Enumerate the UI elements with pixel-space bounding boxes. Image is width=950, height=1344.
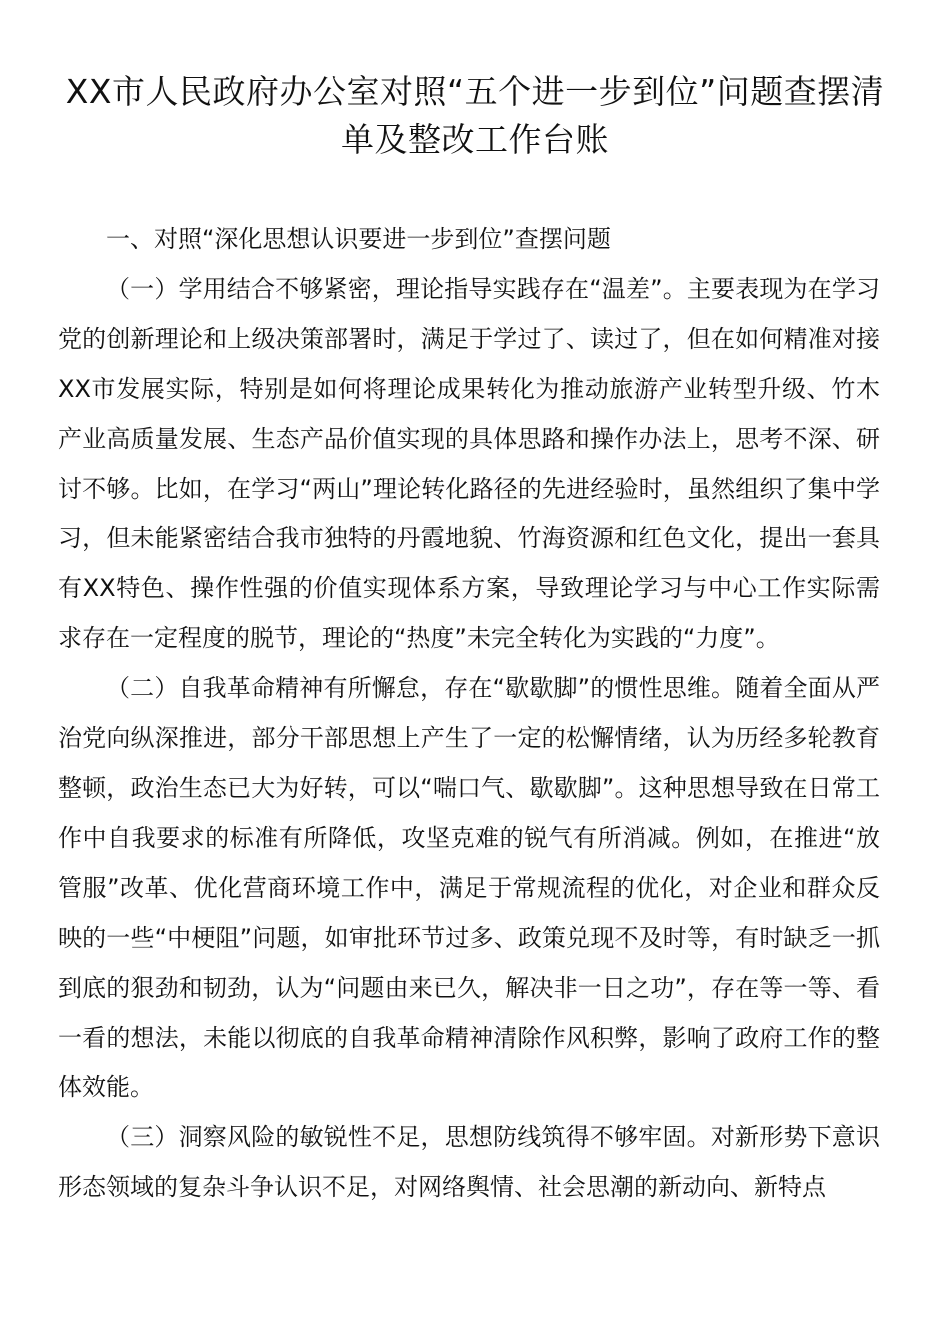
paragraph-3: （三）洞察风险的敏锐性不足，思想防线筑得不够牢固。对新形势下意识形态领域的复杂斗争认识不足，对网络舆情、社会思潮的新动向、新特点 [58, 1123, 880, 1202]
document-title: XX市人民政府办公室对照“五个进一步到位”问题查摆清单及整改工作台账 [65, 72, 885, 159]
paragraph-1: （一）学用结合不够紧密，理论指导实践存在“温差”。主要表现为在学习党的创新理论和上级决策部署时，满足于学过了、读过了，但在如何精准对接XX市发展实际，特别是如何将理论成果转化为推动旅游产业转型升级、竹木产业高质量发展、生态产品价值实现的具体思路和操作办法上，思考不深、研讨不够。比如，在学习“两山”理论转化路径的先进经验时，虽然组织了集中学习，但未能紧密结合我市独特的丹霞地貌、竹海资源和红色文化，提出一套具有XX特色、操作性强的价值实现体系方案，导致理论学习与中心工作实际需求存在一定程度的脱节，理论的“热度”未完全转化为实践的“力度”。 [58, 274, 880, 653]
document-body [58, 215, 880, 1213]
paragraph-2: （二）自我革命精神有所懈怠，存在“歇歇脚”的惯性思维。随着全面从严治党向纵深推进，部分干部思想上产生了一定的松懈情绪，认为历经多轮教育整顿，政治生态已大为好转，可以“喘口气、歇歇脚”。这种思想导致在日常工作中自我要求的标准有所降低，攻坚克难的锐气有所消减。例如，在推进“放管服”改革、优化营商环境工作中，满足于常规流程的优化，对企业和群众反映的一些“中梗阻”问题，如审批环节过多、政策兑现不及时等，有时缺乏一抓到底的狠劲和韧劲，认为“问题由来已久，解决非一日之功”，存在等一等、看一看的想法，未能以彻底的自我革命精神清除作风积弊，影响了政府工作的整体效能。 [58, 674, 880, 1102]
section-heading: 一、对照“深化思想认识要进一步到位”查摆问题 [106, 225, 611, 253]
